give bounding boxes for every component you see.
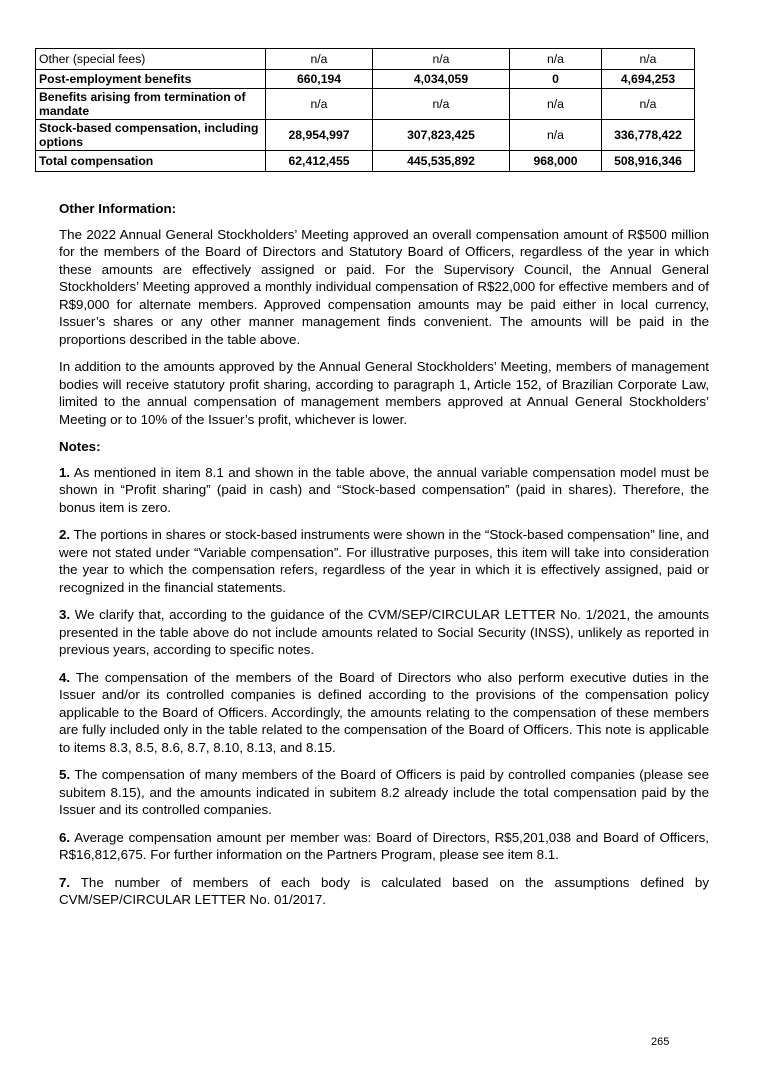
paragraph: The 2022 Annual General Stockholders’ Meeting approved an overall compensation amount of R$500 million for the members of the Board of Directors and Statutory Board of Officers, regardless of the year in which these amounts are effectively assigned or paid. For the Supervisory Council, the Annual General Stockholders’ Meeting approved a monthly individual compensation of R$22,000 for effective members and of R$9,000 for alternate members. Approved compensation amounts may be paid either in local currency, Issuer’s shares or any other manner management finds convenient. The amounts will be paid in the proportions described in the table above. xyxy=(59,226,709,347)
table-cell: n/a xyxy=(602,89,695,120)
page-number: 265 xyxy=(651,1036,670,1048)
note-item xyxy=(59,464,709,517)
document-body xyxy=(59,200,709,919)
table-cell: n/a xyxy=(373,49,510,70)
table-cell: 28,954,997 xyxy=(266,120,373,151)
note-text: The compensation of many members of the Board of Officers is paid by controlled companies (please see subitem 8.15), and the amounts indicated in subitem 8.2 already include the total compensation paid by the Issuer and its controlled companies. xyxy=(59,767,709,817)
row-label: Post-employment benefits xyxy=(36,70,266,89)
table-cell: n/a xyxy=(510,89,602,120)
table-cell: 4,034,059 xyxy=(373,70,510,89)
table-row xyxy=(36,70,695,89)
table-cell: n/a xyxy=(266,49,373,70)
table-cell: 968,000 xyxy=(510,151,602,172)
row-label: Stock-based compensation, including options xyxy=(36,120,266,151)
table-cell: n/a xyxy=(510,120,602,151)
other-information-heading: Other Information: xyxy=(59,201,177,216)
note-number: 6. xyxy=(59,829,71,845)
compensation-table-container xyxy=(35,48,694,172)
table-row xyxy=(36,151,695,172)
table-cell: n/a xyxy=(510,49,602,70)
note-text: The number of members of each body is calculated based on the assumptions defined by CVM/SEP/CIRCULAR LETTER No. 01/2017. xyxy=(59,874,709,907)
note-number: 5. xyxy=(59,767,71,782)
note-number: 4. xyxy=(59,669,71,685)
note-item xyxy=(59,874,709,909)
notes-heading: Notes: xyxy=(59,439,101,454)
table-cell: n/a xyxy=(602,49,695,70)
table-cell: 508,916,346 xyxy=(602,151,695,172)
table-cell: 660,194 xyxy=(266,70,373,89)
note-item xyxy=(59,526,709,596)
table-cell: 445,535,892 xyxy=(373,151,510,172)
table-row xyxy=(36,89,695,120)
table-cell: 0 xyxy=(510,70,602,89)
table-cell: n/a xyxy=(373,89,510,120)
note-item xyxy=(59,669,709,757)
table-cell: 336,778,422 xyxy=(602,120,695,151)
table-row xyxy=(36,120,695,151)
note-text: The portions in shares or stock-based instruments were shown in the “Stock-based compensation” line, and were not stated under “Variable compensation”. For illustrative purposes, this item will take into consideration the year to which the compensation refers, regardless of the year in which it is effectively assigned, paid or recognized in the financial statements. xyxy=(59,527,709,595)
note-number: 7. xyxy=(59,874,71,890)
note-text: The compensation of the members of the Board of Directors who also perform executive duties in the Issuer and/or its controlled companies is defined according to the provisions of the compensation policy applicable to the Board of Officers. Accordingly, the amounts relating to the compensation of these members are fully included only in the table related to the compensation of the Board of Officers. This note is applicable to items 8.3, 8.5, 8.6, 8.7, 8.10, 8.13, and 8.15. xyxy=(59,669,709,755)
row-label: Total compensation xyxy=(36,151,266,172)
row-label: Benefits arising from termination of mandate xyxy=(36,89,266,120)
note-item xyxy=(59,829,709,864)
table-row xyxy=(36,49,695,70)
note-number: 3. xyxy=(59,607,71,622)
note-number: 1. xyxy=(59,464,71,480)
note-item xyxy=(59,766,709,819)
table-cell: n/a xyxy=(266,89,373,120)
note-item xyxy=(59,606,709,659)
note-number: 2. xyxy=(59,527,71,542)
table-cell: 307,823,425 xyxy=(373,120,510,151)
row-label: Other (special fees) xyxy=(36,49,266,70)
table-cell: 4,694,253 xyxy=(602,70,695,89)
note-text: We clarify that, according to the guidance of the CVM/SEP/CIRCULAR LETTER No. 1/2021, the amounts presented in the table above do not include amounts related to Social Security (INSS), unlikely as reported in previous years, according to specific notes. xyxy=(59,607,709,657)
compensation-table xyxy=(35,48,695,172)
table-cell: 62,412,455 xyxy=(266,151,373,172)
note-text: As mentioned in item 8.1 and shown in the table above, the annual variable compensation model must be shown in “Profit sharing” (paid in cash) and “Stock-based compensation” (paid in shares). Therefore, the bonus item is zero. xyxy=(59,464,709,515)
note-text: Average compensation amount per member was: Board of Directors, R$5,201,038 and Board of Officers, R$16,812,675. For further information on the Partners Program, please see item 8.1. xyxy=(59,829,709,862)
paragraph: In addition to the amounts approved by the Annual General Stockholders’ Meeting, members of management bodies will receive statutory profit sharing, according to paragraph 1, Article 152, of Brazilian Corporate Law, limited to the annual compensation of management members approved at Annual General Stockholders’ Meeting or to 10% of the Issuer’s profit, whichever is lower. xyxy=(59,359,709,427)
